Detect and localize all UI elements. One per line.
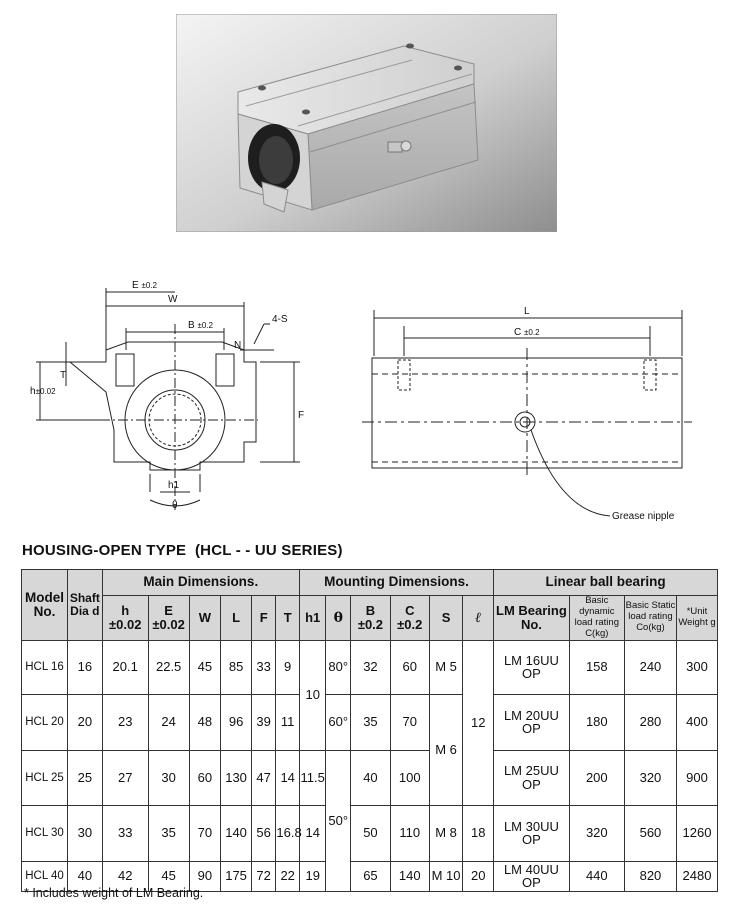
- table-cell: 35: [148, 805, 189, 861]
- table-cell: 175: [221, 861, 252, 891]
- table-cell: 180: [569, 694, 624, 750]
- table-cell: 48: [189, 694, 221, 750]
- table-cell: 11.5: [299, 750, 326, 805]
- table-cell: LM 20UU OP: [494, 694, 570, 750]
- table-cell: 14: [299, 805, 326, 861]
- h1-merged-cell: 10: [299, 640, 326, 750]
- table-cell: 16: [67, 640, 102, 694]
- table-cell: 14: [276, 750, 300, 805]
- table-cell: 96: [221, 694, 252, 750]
- label-e: E ±0.2: [132, 280, 157, 291]
- label-l: L: [524, 306, 530, 317]
- table-cell: 110: [390, 805, 429, 861]
- table-cell: 85: [221, 640, 252, 694]
- table-cell: 1260: [677, 805, 718, 861]
- table-cell: 900: [677, 750, 718, 805]
- header-c: C ±0.2: [390, 596, 429, 641]
- ell-merged-cell: 12: [463, 640, 494, 805]
- section-title: HOUSING-OPEN TYPE (HCL - - UU SERIES): [22, 542, 343, 559]
- table-cell: 30: [67, 805, 102, 861]
- footnote: * Includes weight of LM Bearing.: [24, 886, 204, 900]
- table-cell: 35: [351, 694, 391, 750]
- header-model: Model No.: [22, 570, 68, 641]
- header-unit-weight: *Unit Weight g: [677, 596, 718, 641]
- table-cell: 40: [351, 750, 391, 805]
- header-e: E ±0.02: [148, 596, 189, 641]
- table-cell: 40: [67, 861, 102, 891]
- label-4s: 4-S: [272, 314, 288, 325]
- header-dynamic-load: Basic dynamic load rating C(kg): [569, 596, 624, 641]
- table-cell: 56: [251, 805, 276, 861]
- header-w: W: [189, 596, 221, 641]
- s-merged-cell: M 6: [429, 694, 463, 805]
- table-cell: 16.8: [276, 805, 300, 861]
- table-cell: 158: [569, 640, 624, 694]
- table-cell: 18: [463, 805, 494, 861]
- label-theta: θ: [172, 500, 178, 511]
- header-theta: θ: [326, 596, 351, 641]
- table-cell: LM 25UU OP: [494, 750, 570, 805]
- table-cell: 60°: [326, 694, 351, 750]
- table-cell: 2480: [677, 861, 718, 891]
- header-f: F: [251, 596, 276, 641]
- table-cell: 300: [677, 640, 718, 694]
- table-cell: HCL 16: [22, 640, 68, 694]
- table-cell: 320: [569, 805, 624, 861]
- table-cell: 30: [148, 750, 189, 805]
- table-cell: 70: [189, 805, 221, 861]
- table-cell: 22.5: [148, 640, 189, 694]
- spec-table: [21, 569, 718, 892]
- theta-merged-cell: 50°: [326, 750, 351, 891]
- table-cell: 32: [351, 640, 391, 694]
- table-cell: 23: [102, 694, 148, 750]
- table-cell: 25: [67, 750, 102, 805]
- table-cell: 820: [624, 861, 676, 891]
- header-static-load: Basic Static load rating Co(kg): [624, 596, 676, 641]
- table-cell: 19: [299, 861, 326, 891]
- label-grease-nipple: Grease nipple: [612, 511, 675, 522]
- table-cell: 9: [276, 640, 300, 694]
- table-row: [22, 750, 718, 805]
- table-cell: HCL 40: [22, 861, 68, 891]
- table-cell: 65: [351, 861, 391, 891]
- table-cell: 70: [390, 694, 429, 750]
- table-cell: 11: [276, 694, 300, 750]
- table-cell: HCL 25: [22, 750, 68, 805]
- table-cell: 45: [189, 640, 221, 694]
- label-t: T: [60, 370, 67, 381]
- table-cell: LM 16UU OP: [494, 640, 570, 694]
- table-cell: 440: [569, 861, 624, 891]
- table-cell: 140: [390, 861, 429, 891]
- header-shaft: Shaft Dia d: [67, 570, 102, 641]
- header-s: S: [429, 596, 463, 641]
- table-cell: 33: [102, 805, 148, 861]
- table-cell: 20.1: [102, 640, 148, 694]
- label-f: F: [298, 410, 305, 421]
- technical-drawings: [0, 262, 730, 532]
- header-lm-bearing: LM Bearing No.: [494, 596, 570, 641]
- group-main-dimensions: Main Dimensions.: [102, 570, 299, 596]
- table-cell: 50: [351, 805, 391, 861]
- table-cell: 72: [251, 861, 276, 891]
- header-ell: ℓ: [463, 596, 494, 641]
- label-c: C ±0.2: [514, 327, 540, 338]
- table-cell: 60: [390, 640, 429, 694]
- table-cell: 140: [221, 805, 252, 861]
- table-cell: 100: [390, 750, 429, 805]
- group-linear-ball-bearing: Linear ball bearing: [494, 570, 718, 596]
- header-h1: h1: [299, 596, 326, 641]
- label-b: B ±0.2: [188, 320, 213, 331]
- table-row: [22, 640, 718, 694]
- table-cell: 24: [148, 694, 189, 750]
- header-h: h ±0.02: [102, 596, 148, 641]
- table-cell: 22: [276, 861, 300, 891]
- table-cell: 60: [189, 750, 221, 805]
- table-cell: LM 40UU OP: [494, 861, 570, 891]
- table-cell: 27: [102, 750, 148, 805]
- group-mounting-dimensions: Mounting Dimensions.: [299, 570, 493, 596]
- product-photo: [176, 14, 557, 232]
- table-cell: 560: [624, 805, 676, 861]
- label-w: W: [168, 294, 178, 305]
- table-cell: 39: [251, 694, 276, 750]
- table-cell: 20: [463, 861, 494, 891]
- table-cell: 280: [624, 694, 676, 750]
- table-cell: M 10: [429, 861, 463, 891]
- table-cell: HCL 30: [22, 805, 68, 861]
- label-n: N: [234, 340, 242, 351]
- table-cell: 90: [189, 861, 221, 891]
- table-row: [22, 694, 718, 750]
- table-cell: 320: [624, 750, 676, 805]
- table-cell: HCL 20: [22, 694, 68, 750]
- table-cell: 240: [624, 640, 676, 694]
- table-cell: M 8: [429, 805, 463, 861]
- table-cell: 47: [251, 750, 276, 805]
- table-cell: LM 30UU OP: [494, 805, 570, 861]
- header-b: B ±0.2: [351, 596, 391, 641]
- table-cell: 80°: [326, 640, 351, 694]
- header-t: T: [276, 596, 300, 641]
- table-cell: 200: [569, 750, 624, 805]
- label-h: h±0.02: [30, 386, 56, 397]
- table-row: [22, 805, 718, 861]
- header-l: L: [221, 596, 252, 641]
- table-cell: 45: [148, 861, 189, 891]
- table-cell: 33: [251, 640, 276, 694]
- table-cell: M 5: [429, 640, 463, 694]
- table-cell: 400: [677, 694, 718, 750]
- label-h1: h1: [168, 480, 180, 491]
- table-cell: 130: [221, 750, 252, 805]
- table-cell: 20: [67, 694, 102, 750]
- table-cell: 42: [102, 861, 148, 891]
